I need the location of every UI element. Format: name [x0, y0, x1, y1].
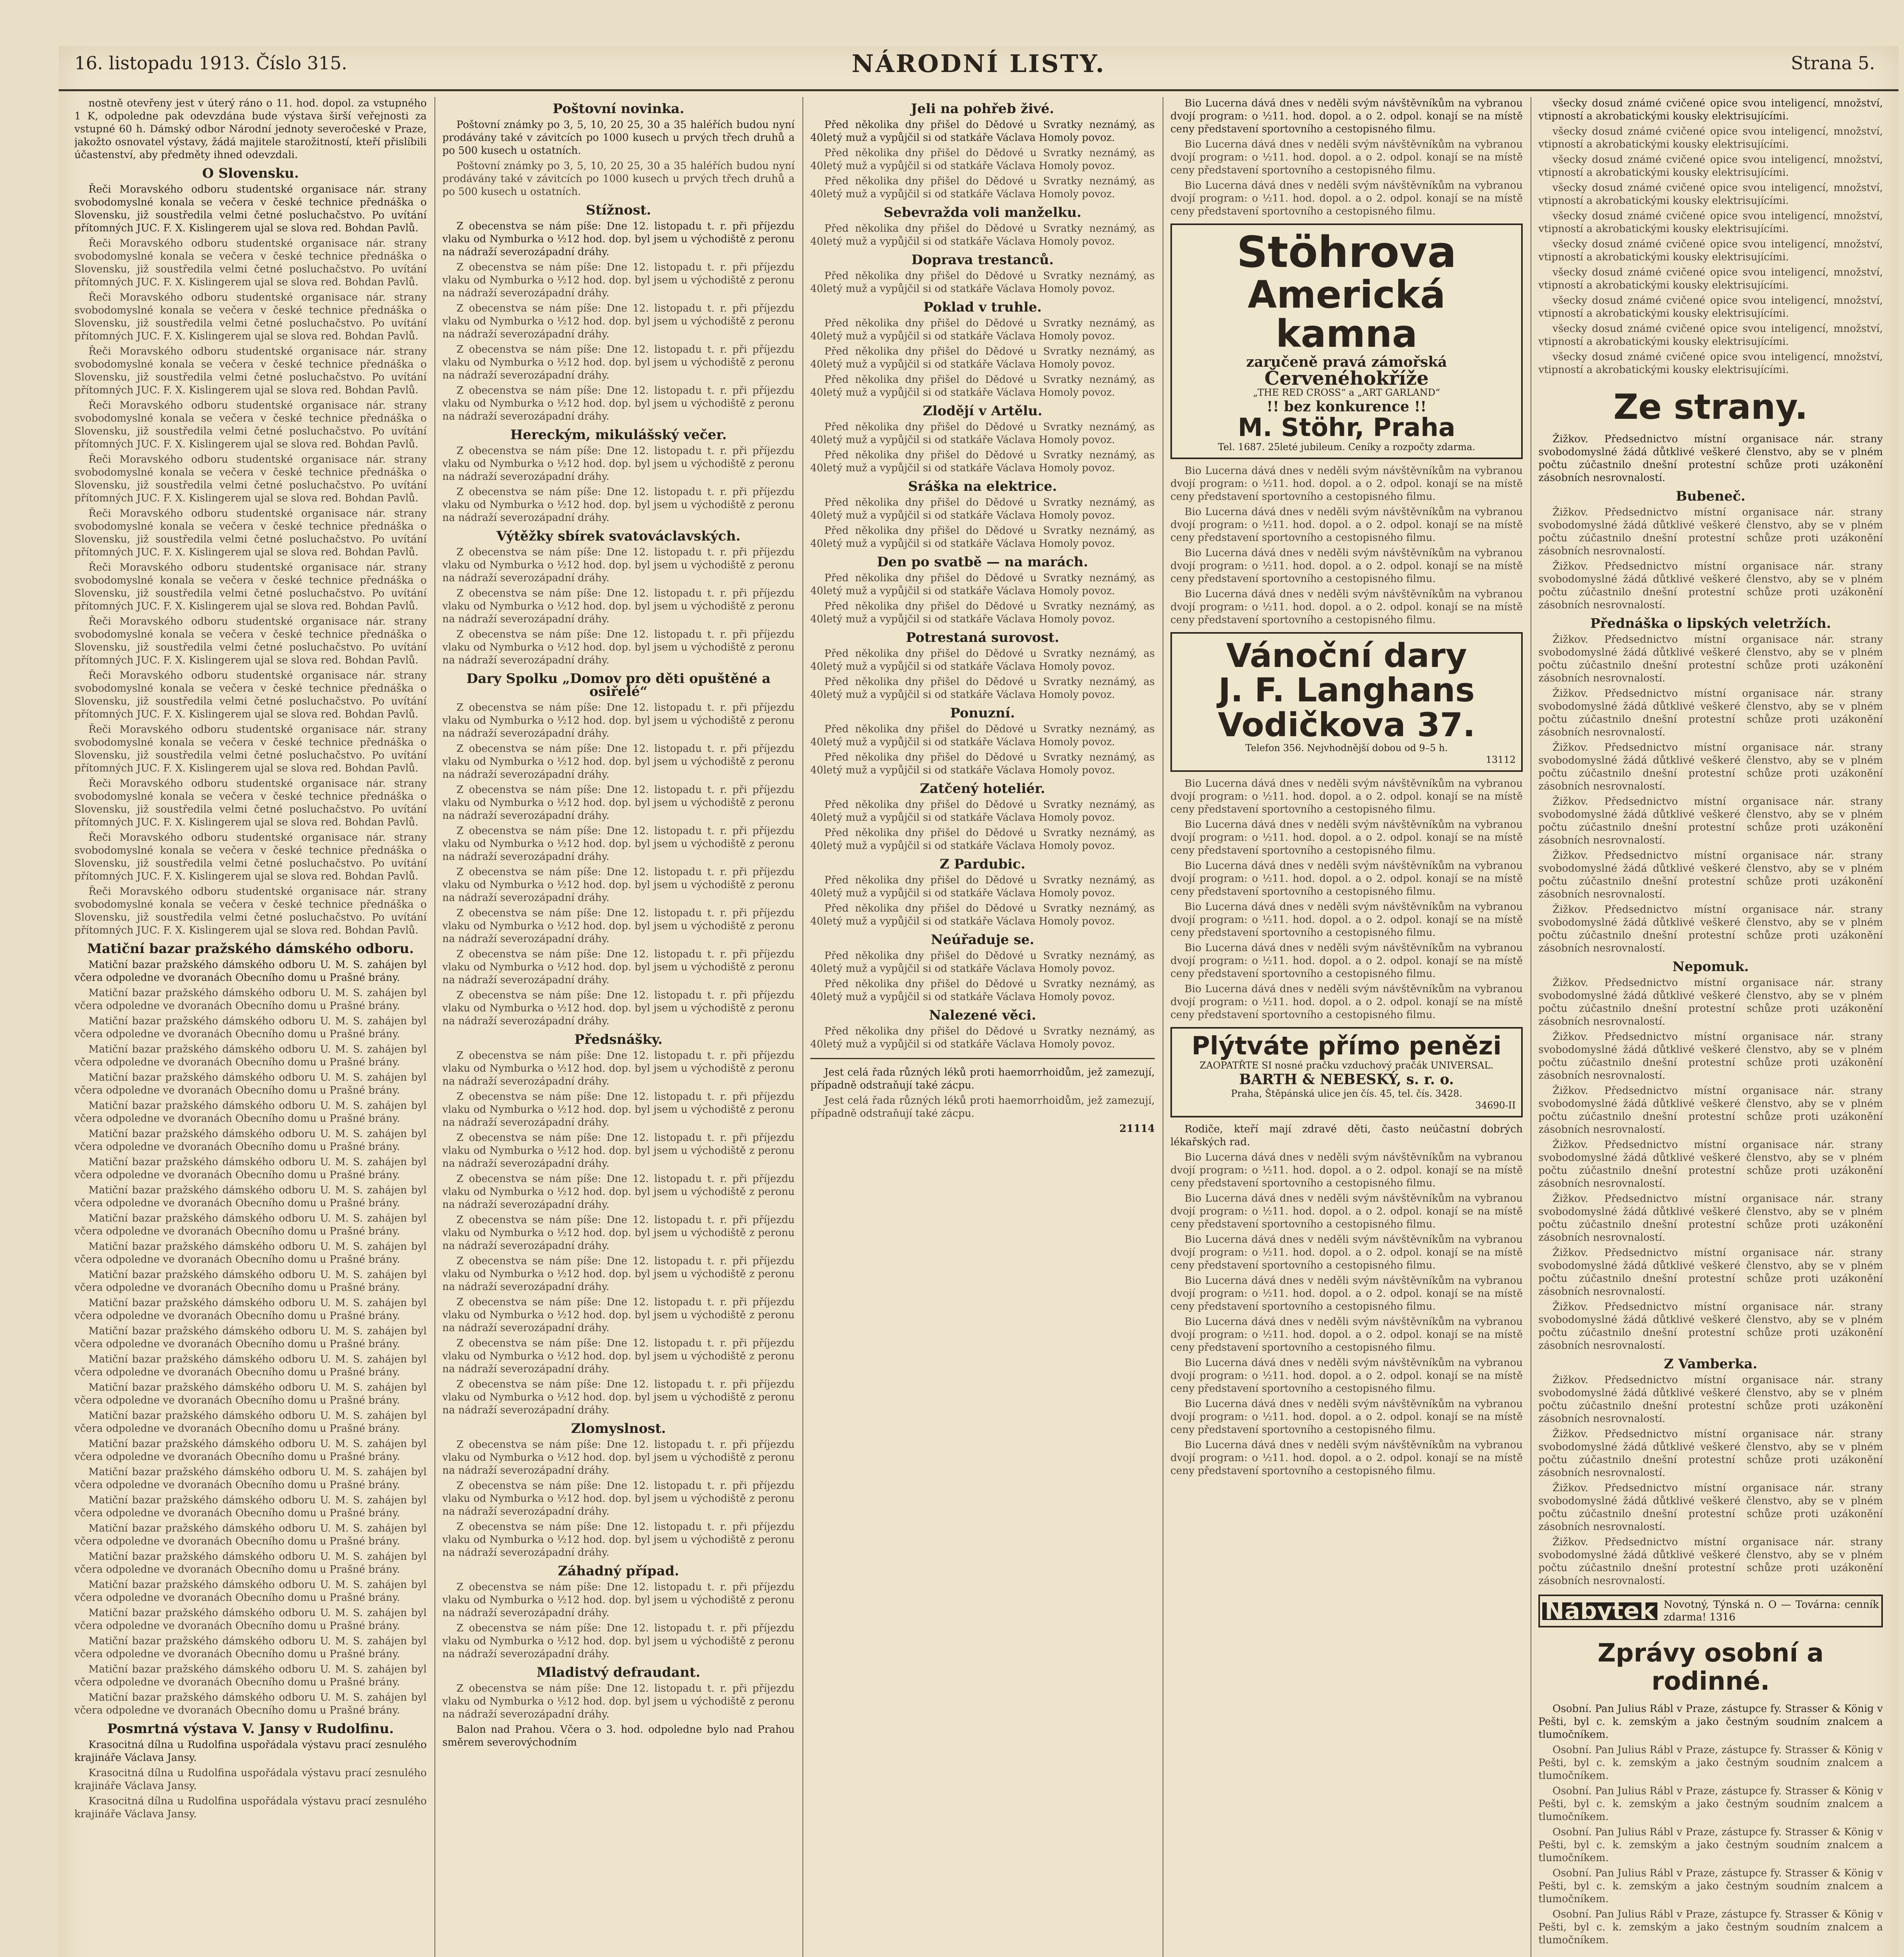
article-text: Řeči Moravského odboru studentské organisace nár. strany svobodomyslné konala se večera v české technice přednáška o Slovensku, již soustředila velmi četné posluchačstvo. Po uvítání přítomných JUC. F. X. Kislingerem ujal se slova red. Bohdan Pavlů.	[74, 886, 427, 936]
article-text: Žižkov. Předsednictvo místní organisace nár. strany svobodomyslné žádá důtklivé veškeré členstvo, aby se v plném počtu zúčastnilo dnešní protestní schůze proti uzákonění zásobních nesrovnalostí.	[1538, 634, 1883, 684]
article-text: Matiční bazar pražského dámského odboru U. M. S. zahájen byl včera odpoledne ve dvoranách Obecního domu u Prašné brány.	[74, 1353, 427, 1378]
article-text: Bio Lucerna dává dnes v neděli svým návštěvníkům na vybranou dvojí program: o ½11. hod. dopol. a o 2. odpol. konají se na místě ceny představení sportovního a cestopisného filmu.	[1170, 1316, 1523, 1354]
article-heading: Předsnášky.	[574, 1032, 663, 1047]
article-text: Matiční bazar pražského dámského odboru U. M. S. zahájen byl včera odpoledne ve dvoranách Obecního domu u Prašné brány.	[74, 1466, 427, 1491]
article-text: Z obecenstva se nám píše: Dne 12. listopadu t. r. při příjezdu vlaku od Nymburka o ½12 hod. dop. byl jsem u východiště z peronu na nádraží severozápadní dráhy.	[442, 587, 795, 625]
advert-title: Plýtváte přímo penězi	[1192, 1031, 1502, 1061]
article-heading: Z Vamberka.	[1664, 1356, 1758, 1372]
article-text: Bio Lucerna dává dnes v neděli svým návštěvníkům na vybranou dvojí program: o ½11. hod. dopol. a o 2. odpol. konají se na místě ceny představení sportovního a cestopisného filmu.	[1170, 1151, 1523, 1189]
article-heading: Den po svatbě — na marách.	[877, 554, 1088, 570]
advert-subtitle: „THE RED CROSS“ a „ART GARLAND“	[1253, 387, 1440, 398]
advert-brand: M. Stöhr, Praha	[1238, 413, 1455, 443]
article-text: Z obecenstva se nám píše: Dne 12. listopadu t. r. při příjezdu vlaku od Nymburka o ½12 hod. dop. byl jsem u východiště z peronu na nádraží severozápadní dráhy.	[442, 1337, 795, 1375]
advert-subtitle: zaručeně pravá zámořská	[1246, 354, 1447, 371]
article-text: Z obecenstva se nám píše: Dne 12. listopadu t. r. při příjezdu vlaku od Nymburka o ½12 hod. dop. byl jsem u východiště z peronu na nádraží severozápadní dráhy.	[442, 1683, 795, 1720]
article-text: Matiční bazar pražského dámského odboru U. M. S. zahájen byl včera odpoledne ve dvoranách Obecního domu u Prašné brány.	[74, 1100, 427, 1124]
article-text: Matiční bazar pražského dámského odboru U. M. S. zahájen byl včera odpoledne ve dvoranách Obecního domu u Prašné brány.	[74, 1297, 427, 1322]
article-text: Před několika dny přišel do Dědové u Svratky neznámý, as 40letý muž a vypůjčil si od statkáře Václava Homoly povoz.	[810, 874, 1155, 899]
stohr-stove-advert	[1170, 223, 1523, 459]
article-text: Žižkov. Předsednictvo místní organisace nár. strany svobodomyslné žádá důtklivé veškeré členstvo, aby se v plném počtu zúčastnilo dnešní protestní schůze proti uzákonění zásobních nesrovnalostí.	[1538, 1428, 1883, 1479]
article-text: Řeči Moravského odboru studentské organisace nár. strany svobodomyslné konala se večera v české technice přednáška o Slovensku, již soustředila velmi četné posluchačstvo. Po uvítání přítomných JUC. F. X. Kislingerem ujal se slova red. Bohdan Pavlů.	[74, 670, 427, 720]
article-text: všecky dosud známé cvičené opice svou inteligencí, množství, vtipností a akrobatickými kousky elektrisujícími.	[1538, 267, 1883, 291]
article-text: Žižkov. Předsednictvo místní organisace nár. strany svobodomyslné žádá důtklivé veškeré členstvo, aby se v plném počtu zúčastnilo dnešní protestní schůze proti uzákonění zásobních nesrovnalostí.	[1538, 433, 1883, 484]
advert-address: Praha, Štěpánská ulice jen čís. 45, tel. čís. 3428.	[1231, 1088, 1462, 1099]
article-text: Bio Lucerna dává dnes v neděli svým návštěvníkům na vybranou dvojí program: o ½11. hod. dopol. a o 2. odpol. konají se na místě ceny představení sportovního a cestopisného filmu.	[1170, 901, 1523, 939]
article-text: Bio Lucerna dává dnes v neděli svým návštěvníkům na vybranou dvojí program: o ½11. hod. dopol. a o 2. odpol. konají se na místě ceny představení sportovního a cestopisného filmu.	[1170, 1275, 1523, 1313]
advert-footnote: Telefon 356. Nejvhodnější dobou od 9–5 h.	[1245, 742, 1448, 753]
issue-date: 16. listopadu 1913. Číslo 315.	[74, 52, 347, 74]
article-text: Z obecenstva se nám píše: Dne 12. listopadu t. r. při příjezdu vlaku od Nymburka o ½12 hod. dop. byl jsem u východiště z peronu na nádraží severozápadní dráhy.	[442, 1521, 795, 1559]
article-text: Žižkov. Předsednictvo místní organisace nár. strany svobodomyslné žádá důtklivé veškeré členstvo, aby se v plném počtu zúčastnilo dnešní protestní schůze proti uzákonění zásobních nesrovnalostí.	[1538, 1247, 1883, 1297]
article-text: Žižkov. Předsednictvo místní organisace nár. strany svobodomyslné žádá důtklivé veškeré členstvo, aby se v plném počtu zúčastnilo dnešní protestní schůze proti uzákonění zásobních nesrovnalostí.	[1538, 1374, 1883, 1425]
article-heading: Dary Spolku „Domov pro děti opuštěné a osiřelé“	[466, 671, 771, 699]
article-text: Řeči Moravského odboru studentské organisace nár. strany svobodomyslné konala se večera v české technice přednáška o Slovensku, již soustředila velmi četné posluchačstvo. Po uvítání přítomných JUC. F. X. Kislingerem ujal se slova red. Bohdan Pavlů.	[74, 400, 427, 450]
article-heading: Hereckým, mikulášský večer.	[510, 427, 727, 443]
article-text: Žižkov. Předsednictvo místní organisace nár. strany svobodomyslné žádá důtklivé veškeré členstvo, aby se v plném počtu zúčastnilo dnešní protestní schůze proti uzákonění zásobních nesrovnalostí.	[1538, 1193, 1883, 1243]
article-text: všecky dosud známé cvičené opice svou inteligencí, množství, vtipností a akrobatickými kousky elektrisujícími.	[1538, 238, 1883, 263]
article-text: Z obecenstva se nám píše: Dne 12. listopadu t. r. při příjezdu vlaku od Nymburka o ½12 hod. dop. byl jsem u východiště z peronu na nádraží severozápadní dráhy.	[442, 1132, 795, 1170]
advert-footnote: Tel. 1687. 25leté jubileum. Ceníky a rozpočty zdarma.	[1218, 441, 1475, 453]
article-text: Před několika dny přišel do Dědové u Svratky neznámý, as 40letý muž a vypůjčil si od statkáře Václava Homoly povoz.	[810, 648, 1155, 672]
article-text: Osobní. Pan Julius Rábl v Praze, zástupce fy. Strasser & König v Pešti, byl c. k. zemským a jako čestným soudním znalcem a tlumočníkem.	[1538, 1908, 1883, 1946]
article-text: Poštovní známky po 3, 5, 10, 20 25, 30 a 35 haléřích budou nyní prodávány také v závitcích po 1000 kusech u prvých třech druhů a po 500 kusech u ostatních.	[442, 119, 795, 157]
article-heading: Neúřaduje se.	[930, 932, 1035, 948]
article-text: Řeči Moravského odboru studentské organisace nár. strany svobodomyslné konala se večera v české technice přednáška o Slovensku, již soustředila velmi četné posluchačstvo. Po uvítání přítomných JUC. F. X. Kislingerem ujal se slova red. Bohdan Pavlů.	[74, 778, 427, 828]
article-heading: Poklad v truhle.	[923, 299, 1042, 315]
article-text: všecky dosud známé cvičené opice svou inteligencí, množství, vtipností a akrobatickými kousky elektrisujícími.	[1538, 154, 1883, 178]
article-heading: Ponuzní.	[950, 705, 1015, 721]
article-text: Před několika dny přišel do Dědové u Svratky neznámý, as 40letý muž a vypůjčil si od statkáře Václava Homoly povoz.	[810, 1025, 1155, 1050]
divider	[810, 1058, 1155, 1059]
article-text: Z obecenstva se nám píše: Dne 12. listopadu t. r. při příjezdu vlaku od Nymburka o ½12 hod. dop. byl jsem u východiště z peronu na nádraží severozápadní dráhy.	[442, 907, 795, 945]
article-text: Matiční bazar pražského dámského odboru U. M. S. zahájen byl včera odpoledne ve dvoranách Obecního domu u Prašné brány.	[74, 1494, 427, 1519]
article-text: Z obecenstva se nám píše: Dne 12. listopadu t. r. při příjezdu vlaku od Nymburka o ½12 hod. dop. byl jsem u východiště z peronu na nádraží severozápadní dráhy.	[442, 702, 795, 739]
article-text: Z obecenstva se nám píše: Dne 12. listopadu t. r. při příjezdu vlaku od Nymburka o ½12 hod. dop. byl jsem u východiště z peronu na nádraží severozápadní dráhy.	[442, 1480, 795, 1517]
article-text: Bio Lucerna dává dnes v neděli svým návštěvníkům na vybranou dvojí program: o ½11. hod. dopol. a o 2. odpol. konají se na místě ceny představení sportovního a cestopisného filmu.	[1170, 1193, 1523, 1231]
article-text: Před několika dny přišel do Dědové u Svratky neznámý, as 40letý muž a vypůjčil si od statkáře Václava Homoly povoz.	[810, 374, 1155, 398]
article-text: Řeči Moravského odboru studentské organisace nár. strany svobodomyslné konala se večera v české technice přednáška o Slovensku, již soustředila velmi četné posluchačstvo. Po uvítání přítomných JUC. F. X. Kislingerem ujal se slova red. Bohdan Pavlů.	[74, 724, 427, 774]
article-heading: Nepomuk.	[1672, 959, 1749, 975]
article-text: Matiční bazar pražského dámského odboru U. M. S. zahájen byl včera odpoledne ve dvoranách Obecního domu u Prašné brány.	[74, 1551, 427, 1575]
advert-title: Stöhrova	[1237, 227, 1457, 277]
advert-title: Americká kamna	[1248, 272, 1446, 356]
article-heading: Z Pardubic.	[939, 856, 1026, 872]
article-text: Bio Lucerna dává dnes v neděli svým návštěvníkům na vybranou dvojí program: o ½11. hod. dopol. a o 2. odpol. konají se na místě ceny představení sportovního a cestopisného filmu.	[1170, 1439, 1523, 1477]
article-text: Žižkov. Předsednictvo místní organisace nár. strany svobodomyslné žádá důtklivé veškeré členstvo, aby se v plném počtu zúčastnilo dnešní protestní schůze proti uzákonění zásobních nesrovnalostí.	[1538, 796, 1883, 846]
article-text: všecky dosud známé cvičené opice svou inteligencí, množství, vtipností a akrobatickými kousky elektrisujícími.	[1538, 323, 1883, 348]
article-text: Jest celá řada různých léků proti haemorrhoidům, jež zamezují, případně odstraňují také zácpu.	[810, 1095, 1155, 1119]
article-text: Matiční bazar pražského dámského odboru U. M. S. zahájen byl včera odpoledne ve dvoranách Obecního domu u Prašné brány.	[74, 1128, 427, 1153]
article-text: Z obecenstva se nám píše: Dne 12. listopadu t. r. při příjezdu vlaku od Nymburka o ½12 hod. dop. byl jsem u východiště z peronu na nádraží severozápadní dráhy.	[442, 866, 795, 904]
article-text: Žižkov. Předsednictvo místní organisace nár. strany svobodomyslné žádá důtklivé veškeré členstvo, aby se v plném počtu zúčastnilo dnešní protestní schůze proti uzákonění zásobních nesrovnalostí.	[1538, 1085, 1883, 1135]
article-heading: Zatčený hoteliér.	[920, 781, 1046, 796]
column-3	[810, 97, 1155, 1957]
advert-number: 21114	[1119, 1123, 1155, 1135]
column-2	[442, 97, 795, 1957]
advert-text: Jest celá řada různých léků proti haemorrhoidům, jež zamezují, případně odstraňují také zácpu.	[810, 1067, 1155, 1091]
article-text: Z obecenstva se nám píše: Dne 12. listopadu t. r. při příjezdu vlaku od Nymburka o ½12 hod. dop. byl jsem u východiště z peronu na nádraží severozápadní dráhy.	[442, 1439, 795, 1476]
article-text: Krasocitná dílna u Rudolfina uspořádala výstavu prací zesnulého krajináře Václava Jansy.	[74, 1739, 427, 1764]
article-text: Matiční bazar pražského dámského odboru U. M. S. zahájen byl včera odpoledne ve dvoranách Obecního domu u Prašné brány.	[74, 1438, 427, 1463]
column-1	[74, 97, 427, 1957]
article-text: Balon nad Prahou. Včera o 3. hod. odpoledne bylo nad Prahou směrem severovýchodním	[442, 1724, 795, 1748]
article-text: Matiční bazar pražského dámského odboru U. M. S. zahájen byl včera odpoledne ve dvoranách Obecního domu u Prašné brány.	[74, 1663, 427, 1688]
article-text: Matiční bazar pražského dámského odboru U. M. S. zahájen byl včera odpoledne ve dvoranách Obecního domu u Prašné brány.	[74, 1579, 427, 1604]
column-rule	[802, 97, 803, 1957]
article-heading: Nalezené věci.	[929, 1007, 1036, 1023]
article-text: Osobní. Pan Julius Rábl v Praze, zástupce fy. Strasser & König v Pešti, byl c. k. zemským a jako čestným soudním znalcem a tlumočníkem.	[1538, 1785, 1883, 1823]
article-text: Osobní. Pan Julius Rábl v Praze, zástupce fy. Strasser & König v Pešti, byl c. k. zemským a jako čestným soudním znalcem a tlumočníkem.	[1538, 1826, 1883, 1864]
article-heading: Zlomyslnost.	[571, 1421, 666, 1436]
article-text: Z obecenstva se nám píše: Dne 12. listopadu t. r. při příjezdu vlaku od Nymburka o ½12 hod. dop. byl jsem u východiště z peronu na nádraží severozápadní dráhy.	[442, 989, 795, 1027]
article-text: Řeči Moravského odboru studentské organisace nár. strany svobodomyslné konala se večera v české technice přednáška o Slovensku, již soustředila velmi četné posluchačstvo. Po uvítání přítomných JUC. F. X. Kislingerem ujal se slova red. Bohdan Pavlů.	[74, 508, 427, 558]
article-heading: Mladistvý defraudant.	[536, 1665, 701, 1680]
article-text: Poštovní známky po 3, 5, 10, 20 25, 30 a 35 haléřích budou nyní prodávány také v závitcích po 1000 kusech u prvých třech druhů a po 500 kusech u ostatních.	[442, 160, 795, 198]
advert-title: J. F. Langhans	[1218, 671, 1475, 710]
article-text: Před několika dny přišel do Dědové u Svratky neznámý, as 40letý muž a vypůjčil si od statkáře Václava Homoly povoz.	[810, 799, 1155, 824]
section-title: Ze strany.	[1613, 387, 1808, 427]
article-heading: Poštovní novinka.	[552, 101, 685, 117]
article-text: Řeči Moravského odboru studentské organisace nár. strany svobodomyslné konala se večera v české technice přednáška o Slovensku, již soustředila velmi četné posluchačstvo. Po uvítání přítomných JUC. F. X. Kislingerem ujal se slova red. Bohdan Pavlů.	[74, 292, 427, 342]
article-text: Krasocitná dílna u Rudolfina uspořádala výstavu prací zesnulého krajináře Václava Jansy.	[74, 1767, 427, 1792]
article-text: Před několika dny přišel do Dědové u Svratky neznámý, as 40letý muž a vypůjčil si od statkáře Václava Homoly povoz.	[810, 751, 1155, 776]
article-text: všecky dosud známé cvičené opice svou inteligencí, množství, vtipností a akrobatickými kousky elektrisujícími.	[1538, 97, 1883, 122]
langhans-advert	[1170, 632, 1523, 772]
article-text: Z obecenstva se nám píše: Dne 12. listopadu t. r. při příjezdu vlaku od Nymburka o ½12 hod. dop. byl jsem u východiště z peronu na nádraží severozápadní dráhy.	[442, 385, 795, 422]
article-text: Před několika dny přišel do Dědové u Svratky neznámý, as 40letý muž a vypůjčil si od statkáře Václava Homoly povoz.	[810, 723, 1155, 748]
article-text: Žižkov. Předsednictvo místní organisace nár. strany svobodomyslné žádá důtklivé veškeré členstvo, aby se v plném počtu zúčastnilo dnešní protestní schůze proti uzákonění zásobních nesrovnalostí.	[1538, 1301, 1883, 1352]
barth-nebesky-advert	[1170, 1027, 1523, 1117]
advert-number: 34690-II	[1475, 1100, 1516, 1111]
article-text: Z obecenstva se nám píše: Dne 12. listopadu t. r. při příjezdu vlaku od Nymburka o ½12 hod. dop. byl jsem u východiště z peronu na nádraží severozápadní dráhy.	[442, 784, 795, 822]
article-text: Z obecenstva se nám píše: Dne 12. listopadu t. r. při příjezdu vlaku od Nymburka o ½12 hod. dop. byl jsem u východiště z peronu na nádraží severozápadní dráhy.	[442, 1581, 795, 1619]
article-text: Z obecenstva se nám píše: Dne 12. listopadu t. r. při příjezdu vlaku od Nymburka o ½12 hod. dop. byl jsem u východiště z peronu na nádraží severozápadní dráhy.	[442, 1214, 795, 1252]
article-text: Z obecenstva se nám píše: Dne 12. listopadu t. r. při příjezdu vlaku od Nymburka o ½12 hod. dop. byl jsem u východiště z peronu na nádraží severozápadní dráhy.	[442, 546, 795, 584]
article-heading: Bubeneč.	[1676, 488, 1745, 504]
article-text: Z obecenstva se nám píše: Dne 12. listopadu t. r. při příjezdu vlaku od Nymburka o ½12 hod. dop. byl jsem u východiště z peronu na nádraží severozápadní dráhy.	[442, 1173, 795, 1211]
article-text: Krasocitná dílna u Rudolfina uspořádala výstavu prací zesnulého krajináře Václava Jansy.	[74, 1795, 427, 1820]
advert-title: Vodičkova 37.	[1218, 705, 1475, 744]
article-text: Z obecenstva se nám píše: Dne 12. listopadu t. r. při příjezdu vlaku od Nymburka o ½12 hod. dop. byl jsem u východiště z peronu na nádraží severozápadní dráhy.	[442, 344, 795, 381]
article-text: Bio Lucerna dává dnes v neděli svým návštěvníkům na vybranou dvojí program: o ½11. hod. dopol. a o 2. odpol. konají se na místě ceny představení sportovního a cestopisného filmu.	[1170, 1234, 1523, 1272]
article-text: Osobní. Pan Julius Rábl v Praze, zástupce fy. Strasser & König v Pešti, byl c. k. zemským a jako čestným soudním znalcem a tlumočníkem.	[1538, 1744, 1883, 1782]
article-text: Před několika dny přišel do Dědové u Svratky neznámý, as 40letý muž a vypůjčil si od statkáře Václava Homoly povoz.	[810, 119, 1155, 144]
advert-title: Nábytek	[1542, 1602, 1657, 1620]
article-text: Z obecenstva se nám píše: Dne 12. listopadu t. r. při příjezdu vlaku od Nymburka o ½12 hod. dop. byl jsem u východiště z peronu na nádraží severozápadní dráhy.	[442, 486, 795, 524]
article-text: Z obecenstva se nám píše: Dne 12. listopadu t. r. při příjezdu vlaku od Nymburka o ½12 hod. dop. byl jsem u východiště z peronu na nádraží severozápadní dráhy.	[442, 743, 795, 780]
section-title: Zprávy osobní a rodinné.	[1597, 1639, 1824, 1696]
article-text: Před několika dny přišel do Dědové u Svratky neznámý, as 40letý muž a vypůjčil si od statkáře Václava Homoly povoz.	[810, 449, 1155, 474]
newspaper-page	[59, 46, 1899, 1957]
article-text: Bio Lucerna dává dnes v neděli svým návštěvníkům na vybranou dvojí program: o ½11. hod. dopol. a o 2. odpol. konají se na místě ceny představení sportovního a cestopisného filmu.	[1170, 465, 1523, 503]
article-text: Matiční bazar pražského dámského odboru U. M. S. zahájen byl včera odpoledne ve dvoranách Obecního domu u Prašné brány.	[74, 1241, 427, 1265]
article-text: Matiční bazar pražského dámského odboru U. M. S. zahájen byl včera odpoledne ve dvoranách Obecního domu u Prašné brány.	[74, 1156, 427, 1181]
article-text: Žižkov. Předsednictvo místní organisace nár. strany svobodomyslné žádá důtklivé veškeré členstvo, aby se v plném počtu zúčastnilo dnešní protestní schůze proti uzákonění zásobních nesrovnalostí.	[1538, 850, 1883, 900]
article-text: Matiční bazar pražského dámského odboru U. M. S. zahájen byl včera odpoledne ve dvoranách Obecního domu u Prašné brány.	[74, 987, 427, 1012]
article-text: Bio Lucerna dává dnes v neděli svým návštěvníkům na vybranou dvojí program: o ½11. hod. dopol. a o 2. odpol. konají se na místě ceny představení sportovního a cestopisného filmu.	[1170, 818, 1523, 856]
article-text: Osobní. Pan Julius Rábl v Praze, zástupce fy. Strasser & König v Pešti, byl c. k. zemským a jako čestným soudním znalcem a tlumočníkem.	[1538, 1703, 1883, 1741]
article-text: Před několika dny přišel do Dědové u Svratky neznámý, as 40letý muž a vypůjčil si od statkáře Václava Homoly povoz.	[810, 270, 1155, 295]
article-text: Před několika dny přišel do Dědové u Svratky neznámý, as 40letý muž a vypůjčil si od statkáře Václava Homoly povoz.	[810, 978, 1155, 1003]
article-text: všecky dosud známé cvičené opice svou inteligencí, množství, vtipností a akrobatickými kousky elektrisujícími.	[1538, 210, 1883, 235]
article-text: Řeči Moravského odboru studentské organisace nár. strany svobodomyslné konala se večera v české technice přednáška o Slovensku, již soustředila velmi četné posluchačstvo. Po uvítání přítomných JUC. F. X. Kislingerem ujal se slova red. Bohdan Pavlů.	[74, 562, 427, 612]
article-text: Řeči Moravského odboru studentské organisace nár. strany svobodomyslné konala se večera v české technice přednáška o Slovensku, již soustředila velmi četné posluchačstvo. Po uvítání přítomných JUC. F. X. Kislingerem ujal se slova red. Bohdan Pavlů.	[74, 832, 427, 882]
masthead	[59, 46, 1899, 91]
article-text: Před několika dny přišel do Dědové u Svratky neznámý, as 40letý muž a vypůjčil si od statkáře Václava Homoly povoz.	[810, 317, 1155, 342]
article-heading: Sráška na elektrice.	[908, 479, 1057, 494]
article-text: Před několika dny přišel do Dědové u Svratky neznámý, as 40letý muž a vypůjčil si od statkáře Václava Homoly povoz.	[810, 497, 1155, 521]
article-text: Před několika dny přišel do Dědové u Svratky neznámý, as 40letý muž a vypůjčil si od statkáře Václava Homoly povoz.	[810, 572, 1155, 597]
article-text: Bio Lucerna dává dnes v neděli svým návštěvníkům na vybranou dvojí program: o ½11. hod. dopol. a o 2. odpol. konají se na místě ceny představení sportovního a cestopisného filmu.	[1170, 547, 1523, 585]
article-text: Před několika dny přišel do Dědové u Svratky neznámý, as 40letý muž a vypůjčil si od statkáře Václava Homoly povoz.	[810, 903, 1155, 927]
article-text: Žižkov. Předsednictvo místní organisace nár. strany svobodomyslné žádá důtklivé veškeré členstvo, aby se v plném počtu zúčastnilo dnešní protestní schůze proti uzákonění zásobních nesrovnalostí.	[1538, 560, 1883, 611]
article-text: Bio Lucerna dává dnes v neděli svým návštěvníkům na vybranou dvojí program: o ½11. hod. dopol. a o 2. odpol. konají se na místě ceny představení sportovního a cestopisného filmu.	[1170, 588, 1523, 626]
article-text: všecky dosud známé cvičené opice svou inteligencí, množství, vtipností a akrobatickými kousky elektrisujícími.	[1538, 351, 1883, 376]
article-text: Před několika dny přišel do Dědové u Svratky neznámý, as 40letý muž a vypůjčil si od statkáře Václava Homoly povoz.	[810, 600, 1155, 625]
column-5	[1538, 97, 1883, 1957]
article-text: Z obecenstva se nám píše: Dne 12. listopadu t. r. při příjezdu vlaku od Nymburka o ½12 hod. dop. byl jsem u východiště z peronu na nádraží severozápadní dráhy.	[442, 1379, 795, 1416]
article-text: Bio Lucerna dává dnes v neděli svým návštěvníkům na vybranou dvojí program: o ½11. hod. dopol. a o 2. odpol. konají se na místě ceny představení sportovního a cestopisného filmu.	[1170, 860, 1523, 897]
advert-subtitle: !! bez konkurence !!	[1266, 398, 1427, 415]
article-text: Z obecenstva se nám píše: Dne 12. listopadu t. r. při příjezdu vlaku od Nymburka o ½12 hod. dop. byl jsem u východiště z peronu na nádraží severozápadní dráhy.	[442, 1296, 795, 1334]
article-text: Z obecenstva se nám píše: Dne 12. listopadu t. r. při příjezdu vlaku od Nymburka o ½12 hod. dop. byl jsem u východiště z peronu na nádraží severozápadní dráhy.	[442, 948, 795, 986]
article-text: Osobní. Pan Julius Rábl v Praze, zástupce fy. Strasser & König v Pešti, byl c. k. zemským a jako čestným soudním znalcem a tlumočníkem.	[1538, 1867, 1883, 1905]
article-text: Před několika dny přišel do Dědové u Svratky neznámý, as 40letý muž a vypůjčil si od statkáře Václava Homoly povoz.	[810, 223, 1155, 247]
article-text: Před několika dny přišel do Dědové u Svratky neznámý, as 40letý muž a vypůjčil si od statkáře Václava Homoly povoz.	[810, 147, 1155, 172]
article-text: Z obecenstva se nám píše: Dne 12. listopadu t. r. při příjezdu vlaku od Nymburka o ½12 hod. dop. byl jsem u východiště z peronu na nádraží severozápadní dráhy.	[442, 825, 795, 863]
article-text: Před několika dny přišel do Dědové u Svratky neznámý, as 40letý muž a vypůjčil si od statkáře Václava Homoly povoz.	[810, 525, 1155, 550]
article-heading: Výtěžky sbírek svatováclavských.	[496, 528, 741, 544]
article-text: Z obecenstva se nám píše: Dne 12. listopadu t. r. při příjezdu vlaku od Nymburka o ½12 hod. dop. byl jsem u východiště z peronu na nádraží severozápadní dráhy.	[442, 445, 795, 483]
article-heading: Záhadný případ.	[558, 1563, 679, 1579]
article-text: Z obecenstva se nám píše: Dne 12. listopadu t. r. při příjezdu vlaku od Nymburka o ½12 hod. dop. byl jsem u východiště z peronu na nádraží severozápadní dráhy.	[442, 261, 795, 299]
article-text: Z obecenstva se nám píše: Dne 12. listopadu t. r. při příjezdu vlaku od Nymburka o ½12 hod. dop. byl jsem u východiště z peronu na nádraží severozápadní dráhy.	[442, 303, 795, 340]
article-text: Z obecenstva se nám píše: Dne 12. listopadu t. r. při příjezdu vlaku od Nymburka o ½12 hod. dop. byl jsem u východiště z peronu na nádraží severozápadní dráhy.	[442, 1255, 795, 1293]
article-text: Bio Lucerna dává dnes v neděli svým návštěvníkům na vybranou dvojí program: o ½11. hod. dopol. a o 2. odpol. konají se na místě ceny představení sportovního a cestopisného filmu.	[1170, 1398, 1523, 1436]
article-heading: Potrestaná surovost.	[906, 630, 1059, 645]
article-text: Matiční bazar pražského dámského odboru U. M. S. zahájen byl včera odpoledne ve dvoranách Obecního domu u Prašné brány.	[74, 1325, 427, 1350]
article-text: všecky dosud známé cvičené opice svou inteligencí, množství, vtipností a akrobatickými kousky elektrisujícími.	[1538, 126, 1883, 150]
newspaper-title: NÁRODNÍ LISTY.	[851, 49, 1106, 78]
article-text: Matiční bazar pražského dámského odboru U. M. S. zahájen byl včera odpoledne ve dvoranách Obecního domu u Prašné brány.	[74, 1015, 427, 1040]
article-text: Z obecenstva se nám píše: Dne 12. listopadu t. r. při příjezdu vlaku od Nymburka o ½12 hod. dop. byl jsem u východiště z peronu na nádraží severozápadní dráhy.	[442, 629, 795, 666]
article-text: Bio Lucerna dává dnes v neděli svým návštěvníkům na vybranou dvojí program: o ½11. hod. dopol. a o 2. odpol. konají se na místě ceny představení sportovního a cestopisného filmu.	[1170, 777, 1523, 815]
article-text: Matiční bazar pražského dámského odboru U. M. S. zahájen byl včera odpoledne ve dvoranách Obecního domu u Prašné brány.	[74, 1692, 427, 1716]
article-text: Před několika dny přišel do Dědové u Svratky neznámý, as 40letý muž a vypůjčil si od statkáře Václava Homoly povoz.	[810, 827, 1155, 852]
advert-number: 13112	[1486, 754, 1516, 765]
article-text: Matiční bazar pražského dámského odboru U. M. S. zahájen byl včera odpoledne ve dvoranách Obecního domu u Prašné brány.	[74, 1269, 427, 1294]
article-text: Před několika dny přišel do Dědové u Svratky neznámý, as 40letý muž a vypůjčil si od statkáře Václava Homoly povoz.	[810, 421, 1155, 446]
article-text: Matiční bazar pražského dámského odboru U. M. S. zahájen byl včera odpoledne ve dvoranách Obecního domu u Prašné brány.	[74, 1043, 427, 1068]
article-text: Řeči Moravského odboru studentské organisace nár. strany svobodomyslné konala se večera v české technice přednáška o Slovensku, již soustředila velmi četné posluchačstvo. Po uvítání přítomných JUC. F. X. Kislingerem ujal se slova red. Bohdan Pavlů.	[74, 346, 427, 396]
article-text: Matiční bazar pražského dámského odboru U. M. S. zahájen byl včera odpoledne ve dvoranách Obecního domu u Prašné brány.	[74, 1184, 427, 1209]
article-text: Z obecenstva se nám píše: Dne 12. listopadu t. r. při příjezdu vlaku od Nymburka o ½12 hod. dop. byl jsem u východiště z peronu na nádraží severozápadní dráhy.	[442, 1091, 795, 1128]
article-text: Řeči Moravského odboru studentské organisace nár. strany svobodomyslné konala se večera v české technice přednáška o Slovensku, již soustředila velmi četné posluchačstvo. Po uvítání přítomných JUC. F. X. Kislingerem ujal se slova red. Bohdan Pavlů.	[74, 616, 427, 666]
article-text: Z obecenstva se nám píše: Dne 12. listopadu t. r. při příjezdu vlaku od Nymburka o ½12 hod. dop. byl jsem u východiště z peronu na nádraží severozápadní dráhy.	[442, 1622, 795, 1660]
article-text: Rodiče, kteří mají zdravé děti, často neúčastní dobrých lékařských rad.	[1170, 1123, 1523, 1148]
article-text: Bio Lucerna dává dnes v neděli svým návštěvníkům na vybranou dvojí program: o ½11. hod. dopol. a o 2. odpol. konají se na místě ceny představení sportovního a cestopisného filmu.	[1170, 139, 1523, 176]
article-text: Bio Lucerna dává dnes v neděli svým návštěvníkům na vybranou dvojí program: o ½11. hod. dopol. a o 2. odpol. konají se na místě ceny představení sportovního a cestopisného filmu.	[1170, 97, 1523, 135]
article-text: Bio Lucerna dává dnes v neděli svým návštěvníkům na vybranou dvojí program: o ½11. hod. dopol. a o 2. odpol. konají se na místě ceny představení sportovního a cestopisného filmu.	[1170, 983, 1523, 1021]
article-text: Matiční bazar pražského dámského odboru U. M. S. zahájen byl včera odpoledne ve dvoranách Obecního domu u Prašné brány.	[74, 1635, 427, 1660]
article-heading: Sebevražda voli manželku.	[883, 205, 1082, 220]
article-text: všecky dosud známé cvičené opice svou inteligencí, množství, vtipností a akrobatickými kousky elektrisujícími.	[1538, 295, 1883, 319]
article-text: Žižkov. Předsednictvo místní organisace nár. strany svobodomyslné žádá důtklivé veškeré členstvo, aby se v plném počtu zúčastnilo dnešní protestní schůze proti uzákonění zásobních nesrovnalostí.	[1538, 506, 1883, 557]
article-text: Žižkov. Předsednictvo místní organisace nár. strany svobodomyslné žádá důtklivé veškeré členstvo, aby se v plném počtu zúčastnilo dnešní protestní schůze proti uzákonění zásobních nesrovnalostí.	[1538, 742, 1883, 792]
article-text: Žižkov. Předsednictvo místní organisace nár. strany svobodomyslné žádá důtklivé veškeré členstvo, aby se v plném počtu zúčastnilo dnešní protestní schůze proti uzákonění zásobních nesrovnalostí.	[1538, 977, 1883, 1027]
article-heading: Stížnost.	[586, 202, 651, 218]
article-heading: O Slovensku.	[202, 166, 299, 181]
article-text: Bio Lucerna dává dnes v neděli svým návštěvníkům na vybranou dvojí program: o ½11. hod. dopol. a o 2. odpol. konají se na místě ceny představení sportovního a cestopisného filmu.	[1170, 1357, 1523, 1395]
article-text: Před několika dny přišel do Dědové u Svratky neznámý, as 40letý muž a vypůjčil si od statkáře Václava Homoly povoz.	[810, 175, 1155, 200]
article-text: Matiční bazar pražského dámského odboru U. M. S. zahájen byl včera odpoledne ve dvoranách Obecního domu u Prašné brány.	[74, 959, 427, 984]
advert-brand: BARTH & NEBESKÝ, s. r. o.	[1239, 1071, 1454, 1088]
article-text: Matiční bazar pražského dámského odboru U. M. S. zahájen byl včera odpoledne ve dvoranách Obecního domu u Prašné brány.	[74, 1072, 427, 1096]
article-heading: Posmrtná výstava V. Jansy v Rudolfinu.	[107, 1721, 394, 1737]
article-text: nostně otevřeny jest v úterý ráno o 11. hod. dopol. za vstupného 1 K, odpoledne pak odevzdána bude výstava širší veřejnosti za vstupné 60 h. Dámský odbor Národní jednoty severočeské v Praze, jakožto osnovatel výstavy, žádá majitele starožitností, kteří přislíbili účastenství, aby předměty ihned odevzdali.	[74, 97, 427, 161]
article-text: Matiční bazar pražského dámského odboru U. M. S. zahájen byl včera odpoledne ve dvoranách Obecního domu u Prašné brány.	[74, 1523, 427, 1547]
article-text: Řeči Moravského odboru studentské organisace nár. strany svobodomyslné konala se večera v české technice přednáška o Slovensku, již soustředila velmi četné posluchačstvo. Po uvítání přítomných JUC. F. X. Kislingerem ujal se slova red. Bohdan Pavlů.	[74, 184, 427, 234]
article-text: všecky dosud známé cvičené opice svou inteligencí, množství, vtipností a akrobatickými kousky elektrisujícími.	[1538, 182, 1883, 207]
article-text: Před několika dny přišel do Dědové u Svratky neznámý, as 40letý muž a vypůjčil si od statkáře Václava Homoly povoz.	[810, 676, 1155, 701]
article-heading: Zlodějí v Artělu.	[923, 403, 1042, 419]
article-text: Řeči Moravského odboru studentské organisace nár. strany svobodomyslné konala se večera v české technice přednáška o Slovensku, již soustředila velmi četné posluchačstvo. Po uvítání přítomných JUC. F. X. Kislingerem ujal se slova red. Bohdan Pavlů.	[74, 238, 427, 288]
article-text: Žižkov. Předsednictvo místní organisace nár. strany svobodomyslné žádá důtklivé veškeré členstvo, aby se v plném počtu zúčastnilo dnešní protestní schůze proti uzákonění zásobních nesrovnalostí.	[1538, 1482, 1883, 1533]
article-text: Bio Lucerna dává dnes v neděli svým návštěvníkům na vybranou dvojí program: o ½11. hod. dopol. a o 2. odpol. konají se na místě ceny představení sportovního a cestopisného filmu.	[1170, 180, 1523, 217]
advert-subtitle: Červenéhokříže	[1264, 368, 1429, 390]
article-text: Z obecenstva se nám píše: Dne 12. listopadu t. r. při příjezdu vlaku od Nymburka o ½12 hod. dop. byl jsem u východiště z peronu na nádraží severozápadní dráhy.	[442, 1050, 795, 1087]
article-text: Před několika dny přišel do Dědové u Svratky neznámý, as 40letý muž a vypůjčil si od statkáře Václava Homoly povoz.	[810, 950, 1155, 975]
article-text: Z obecenstva se nám píše: Dne 12. listopadu t. r. při příjezdu vlaku od Nymburka o ½12 hod. dop. byl jsem u východiště z peronu na nádraží severozápadní dráhy.	[442, 220, 795, 258]
article-text: Žižkov. Předsednictvo místní organisace nár. strany svobodomyslné žádá důtklivé veškeré členstvo, aby se v plném počtu zúčastnilo dnešní protestní schůze proti uzákonění zásobních nesrovnalostí.	[1538, 1031, 1883, 1081]
column-4	[1170, 97, 1523, 1957]
nabytek-advert	[1538, 1595, 1883, 1627]
article-text: Žižkov. Předsednictvo místní organisace nár. strany svobodomyslné žádá důtklivé veškeré členstvo, aby se v plném počtu zúčastnilo dnešní protestní schůze proti uzákonění zásobních nesrovnalostí.	[1538, 1139, 1883, 1189]
article-text: Matiční bazar pražského dámského odboru U. M. S. zahájen byl včera odpoledne ve dvoranách Obecního domu u Prašné brány.	[74, 1213, 427, 1237]
page-number: Strana 5.	[1791, 52, 1875, 74]
article-text: Řeči Moravského odboru studentské organisace nár. strany svobodomyslné konala se večera v české technice přednáška o Slovensku, již soustředila velmi četné posluchačstvo. Po uvítání přítomných JUC. F. X. Kislingerem ujal se slova red. Bohdan Pavlů.	[74, 454, 427, 504]
article-heading: Jeli na pohřeb živé.	[911, 101, 1054, 117]
article-heading: Doprava trestanců.	[911, 252, 1054, 268]
advert-text: Novotný, Týnská n. O — Továrna: cenník zdarma! 1316	[1664, 1599, 1879, 1623]
article-heading: Přednáška o lipských veletržích.	[1590, 616, 1831, 631]
article-text: Žižkov. Předsednictvo místní organisace nár. strany svobodomyslné žádá důtklivé veškeré členstvo, aby se v plném počtu zúčastnilo dnešní protestní schůze proti uzákonění zásobních nesrovnalostí.	[1538, 688, 1883, 738]
article-text: Žižkov. Předsednictvo místní organisace nár. strany svobodomyslné žádá důtklivé veškeré členstvo, aby se v plném počtu zúčastnilo dnešní protestní schůze proti uzákonění zásobních nesrovnalostí.	[1538, 1536, 1883, 1587]
article-text: Matiční bazar pražského dámského odboru U. M. S. zahájen byl včera odpoledne ve dvoranách Obecního domu u Prašné brány.	[74, 1607, 427, 1632]
article-heading: Matiční bazar pražského dámského odboru.	[87, 941, 414, 957]
article-text: Bio Lucerna dává dnes v neděli svým návštěvníkům na vybranou dvojí program: o ½11. hod. dopol. a o 2. odpol. konají se na místě ceny představení sportovního a cestopisného filmu.	[1170, 942, 1523, 980]
article-text: Před několika dny přišel do Dědové u Svratky neznámý, as 40letý muž a vypůjčil si od statkáře Václava Homoly povoz.	[810, 346, 1155, 370]
article-text: Žižkov. Předsednictvo místní organisace nár. strany svobodomyslné žádá důtklivé veškeré členstvo, aby se v plném počtu zúčastnilo dnešní protestní schůze proti uzákonění zásobních nesrovnalostí.	[1538, 904, 1883, 954]
article-text: Matiční bazar pražského dámského odboru U. M. S. zahájen byl včera odpoledne ve dvoranách Obecního domu u Prašné brány.	[74, 1382, 427, 1406]
advert-text: ZAOPATŘTE SI nosné pračku vzduchový pračák UNIVERSAL.	[1199, 1060, 1494, 1071]
article-text: Bio Lucerna dává dnes v neděli svým návštěvníkům na vybranou dvojí program: o ½11. hod. dopol. a o 2. odpol. konají se na místě ceny představení sportovního a cestopisného filmu.	[1170, 506, 1523, 544]
advert-title: Vánoční dary	[1226, 636, 1467, 675]
article-text: Matiční bazar pražského dámského odboru U. M. S. zahájen byl včera odpoledne ve dvoranách Obecního domu u Prašné brány.	[74, 1410, 427, 1434]
